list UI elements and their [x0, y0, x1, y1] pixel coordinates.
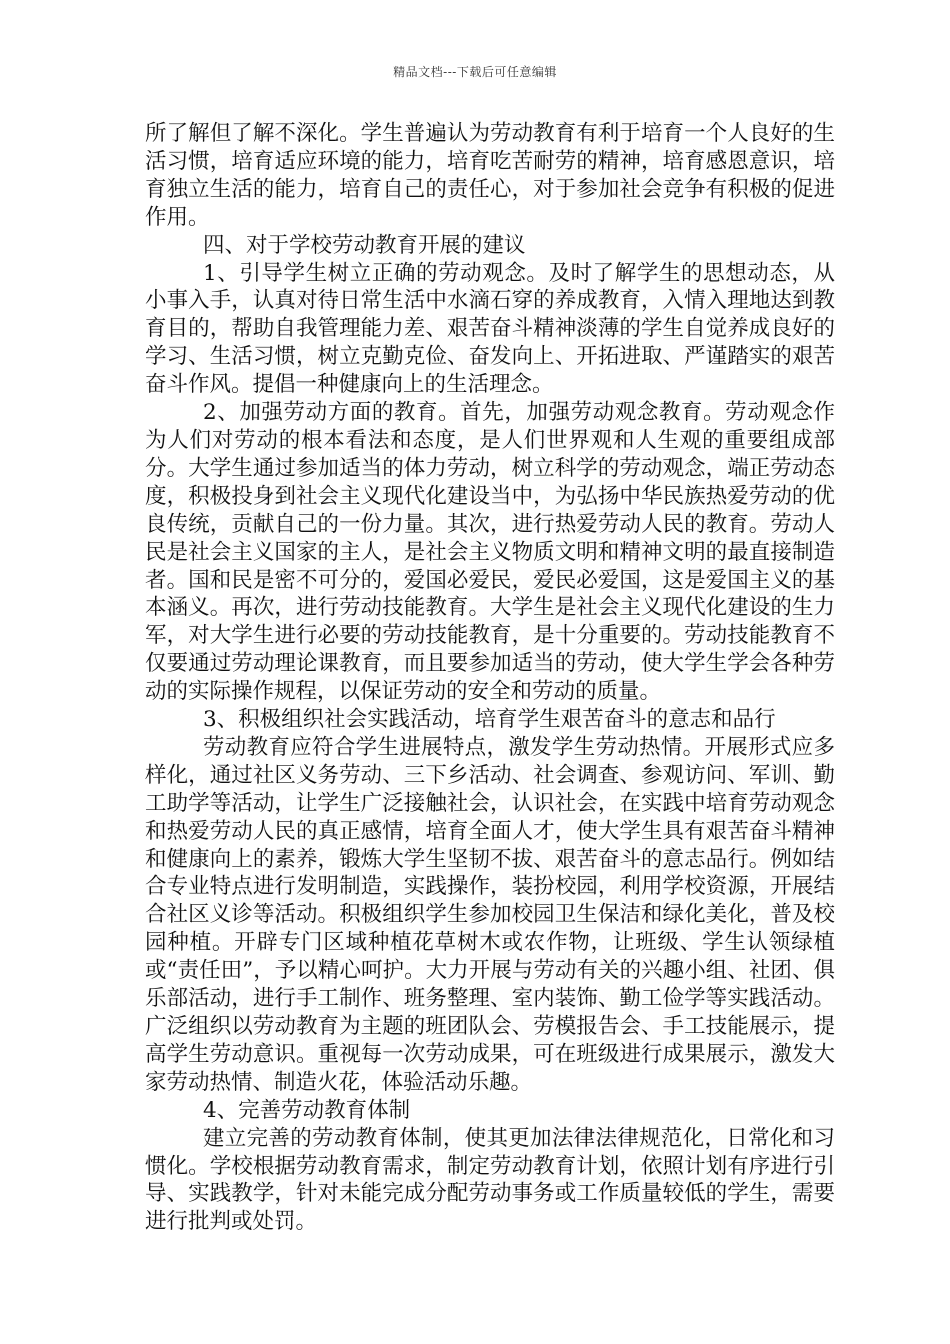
page-header: 精品文档---下载后可任意编辑	[393, 65, 557, 79]
paragraph-suggestion-3-body: 劳动教育应符合学生进展特点，激发学生劳动热情。开展形式应多样化，通过社区义务劳动、三下乡活动、社会调查、参观访问、军训、勤工助学等活动，让学生广泛接触社会，认识社会，在实践中培育劳动观念和热爱劳动人民的真正感情，培育全面人才，使大学生具有艰苦奋斗精神和健康向上的素养，锻炼大学生坚韧不拔、艰苦奋斗的意志品行。例如结合专业特点进行发明制造，实践操作，装扮校园，利用学校资源，开展结合社区义诊等活动。积极组织学生参加校园卫生保洁和绿化美化，普及校园种植。开辟专门区域种植花草树木或农作物，让班级、学生认领绿植或“责任田”，予以精心呵护。大力开展与劳动有关的兴趣小组、社团、俱乐部活动，进行手工制作、班务整理、室内装饰、勤工俭学等实践活动。广泛组织以劳动教育为主题的班团队会、劳模报告会、手工技能展示，提高学生劳动意识。重视每一次劳动成果，可在班级进行成果展示，激发大家劳动热情、制造火花，体验活动乐趣。	[145, 734, 835, 1095]
subheading-suggestion-3: 3、积极组织社会实践活动，培育学生艰苦奋斗的意志和品行	[203, 707, 776, 733]
subheading-suggestion-4: 4、完善劳动教育体制	[203, 1097, 411, 1123]
section-heading-suggestions: 四、对于学校劳动教育开展的建议	[203, 232, 526, 258]
document-body	[145, 120, 835, 1236]
paragraph-continuation: 所了解但了解不深化。学生普遍认为劳动教育有利于培育一个人良好的生活习惯，培育适应环境的能力，培育吃苦耐劳的精神，培育感恩意识，培育独立生活的能力，培育自己的责任心，对于参加社会竞争有积极的促进作用。	[145, 121, 835, 230]
paragraph-suggestion-2: 2、加强劳动方面的教育。首先，加强劳动观念教育。劳动观念作为人们对劳动的根本看法和态度，是人们世界观和人生观的重要组成部分。大学生通过参加适当的体力劳动，树立科学的劳动观念，端正劳动态度，积极投身到社会主义现代化建设当中，为弘扬中华民族热爱劳动的优良传统，贡献自己的一份力量。其次，进行热爱劳动人民的教育。劳动人民是社会主义国家的主人，是社会主义物质文明和精神文明的最直接制造者。国和民是密不可分的，爱国必爱民，爱民必爱国，这是爱国主义的基本涵义。再次，进行劳动技能教育。大学生是社会主义现代化建设的生力军，对大学生进行必要的劳动技能教育，是十分重要的。劳动技能教育不仅要通过劳动理论课教育，而且要参加适当的劳动，使大学生学会各种劳动的实际操作规程，以保证劳动的安全和劳动的质量。	[145, 400, 835, 705]
paragraph-suggestion-4-body: 建立完善的劳动教育体制，使其更加法律法律规范化，日常化和习惯化。学校根据劳动教育需求，制定劳动教育计划，依照计划有序进行引导、实践教学，针对未能完成分配劳动事务或工作质量较低的学生，需要进行批判或处罚。	[145, 1125, 835, 1235]
paragraph-suggestion-1: 1、引导学生树立正确的劳动观念。及时了解学生的思想动态，从小事入手，认真对待日常生活中水滴石穿的养成教育，入情入理地达到教育目的，帮助自我管理能力差、艰苦奋斗精神淡薄的学生自觉养成良好的学习、生活习惯，树立克勤克俭、奋发向上、开拓进取、严谨踏实的艰苦奋斗作风。提倡一种健康向上的生活理念。	[145, 260, 835, 398]
